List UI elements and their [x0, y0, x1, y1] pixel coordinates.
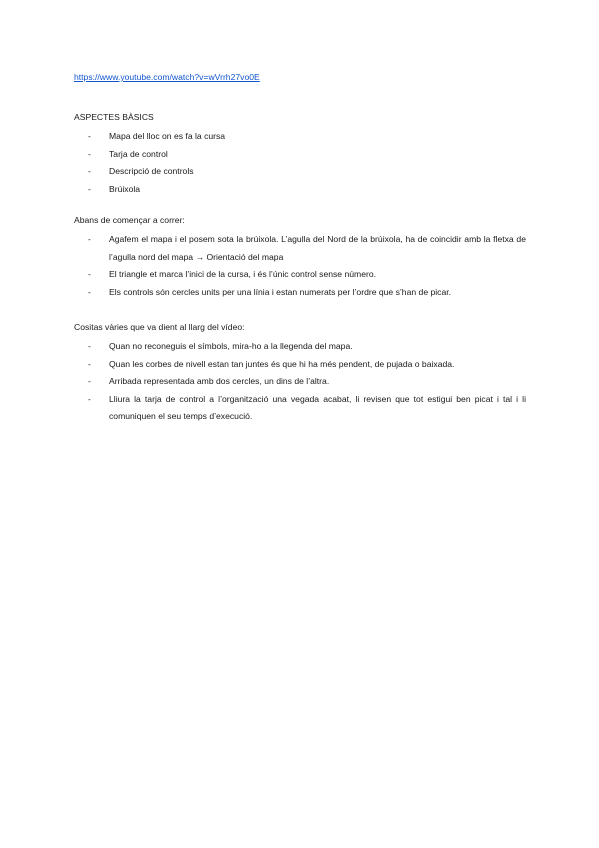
- dash-bullet: -: [88, 131, 91, 141]
- list-item: [74, 391, 526, 426]
- dash-bullet: -: [88, 393, 91, 404]
- list-item-text: Quan les corbes de nivell estan tan juntes és que hi ha més pendent, de pujada o baixada.: [109, 358, 455, 369]
- section-abans-de-comencar: [74, 213, 526, 301]
- dash-bullet: -: [88, 148, 91, 159]
- section-heading: ASPECTES BÀSICS: [74, 112, 154, 122]
- section-cosites-varies: [74, 320, 526, 426]
- list-item: [74, 266, 526, 284]
- dash-bullet: -: [88, 234, 91, 244]
- section-heading: Cositas vàries que va dient al llarg del vídeo:: [74, 322, 245, 332]
- bullet-list: [74, 231, 526, 301]
- bullet-list: [74, 128, 526, 198]
- list-item: [74, 356, 526, 374]
- list-item-text: Brúixola: [109, 183, 141, 194]
- list-item-text: Quan no reconeguis el símbols, mira-ho a la llegenda del mapa.: [109, 341, 353, 351]
- dash-bullet: -: [88, 358, 91, 369]
- list-item: [74, 231, 526, 266]
- list-item-text: Tarja de control: [109, 148, 168, 159]
- dash-bullet: -: [88, 341, 91, 351]
- list-item-text: Lliura la tarja de control a l’organització una vegada acabat, li revisen que tot estigui ben picat i tal i li comuniquen el seu temps d’execució.: [109, 393, 526, 422]
- list-item-text: Mapa del lloc on es fa la cursa: [109, 131, 226, 141]
- dash-bullet: -: [88, 183, 91, 194]
- list-item-text: Agafem el mapa i el posem sota la brúixola. L’agulla del Nord de la brúixola, ha de coincidir amb la fletxa de l’agulla nord del mapa → Orientació del mapa: [109, 234, 526, 262]
- list-item: [74, 163, 526, 181]
- dash-bullet: -: [88, 269, 91, 280]
- youtube-link[interactable]: https://www.youtube.com/watch?v=wVrrh27vo0E: [74, 72, 260, 82]
- list-item: [74, 284, 526, 302]
- list-item-text: Els controls són cercles units per una línia i estan numerats per l’ordre que s’han de picar.: [109, 286, 452, 297]
- list-item: [74, 146, 526, 164]
- list-item-text: El triangle et marca l’inici de la cursa, i és l’únic control sense número.: [109, 269, 377, 280]
- list-item-text: Descripció de controls: [109, 166, 194, 177]
- dash-bullet: -: [88, 376, 91, 387]
- section-heading: Abans de començar a correr:: [74, 215, 185, 225]
- list-item: [74, 128, 526, 146]
- bullet-list: [74, 338, 526, 426]
- list-item-text: Arribada representada amb dos cercles, un dins de l’altra.: [109, 376, 330, 387]
- list-item: [74, 373, 526, 391]
- section-aspectes-basics: [74, 110, 526, 198]
- list-item: [74, 338, 526, 356]
- dash-bullet: -: [88, 166, 91, 177]
- dash-bullet: -: [88, 286, 91, 297]
- list-item: [74, 181, 526, 199]
